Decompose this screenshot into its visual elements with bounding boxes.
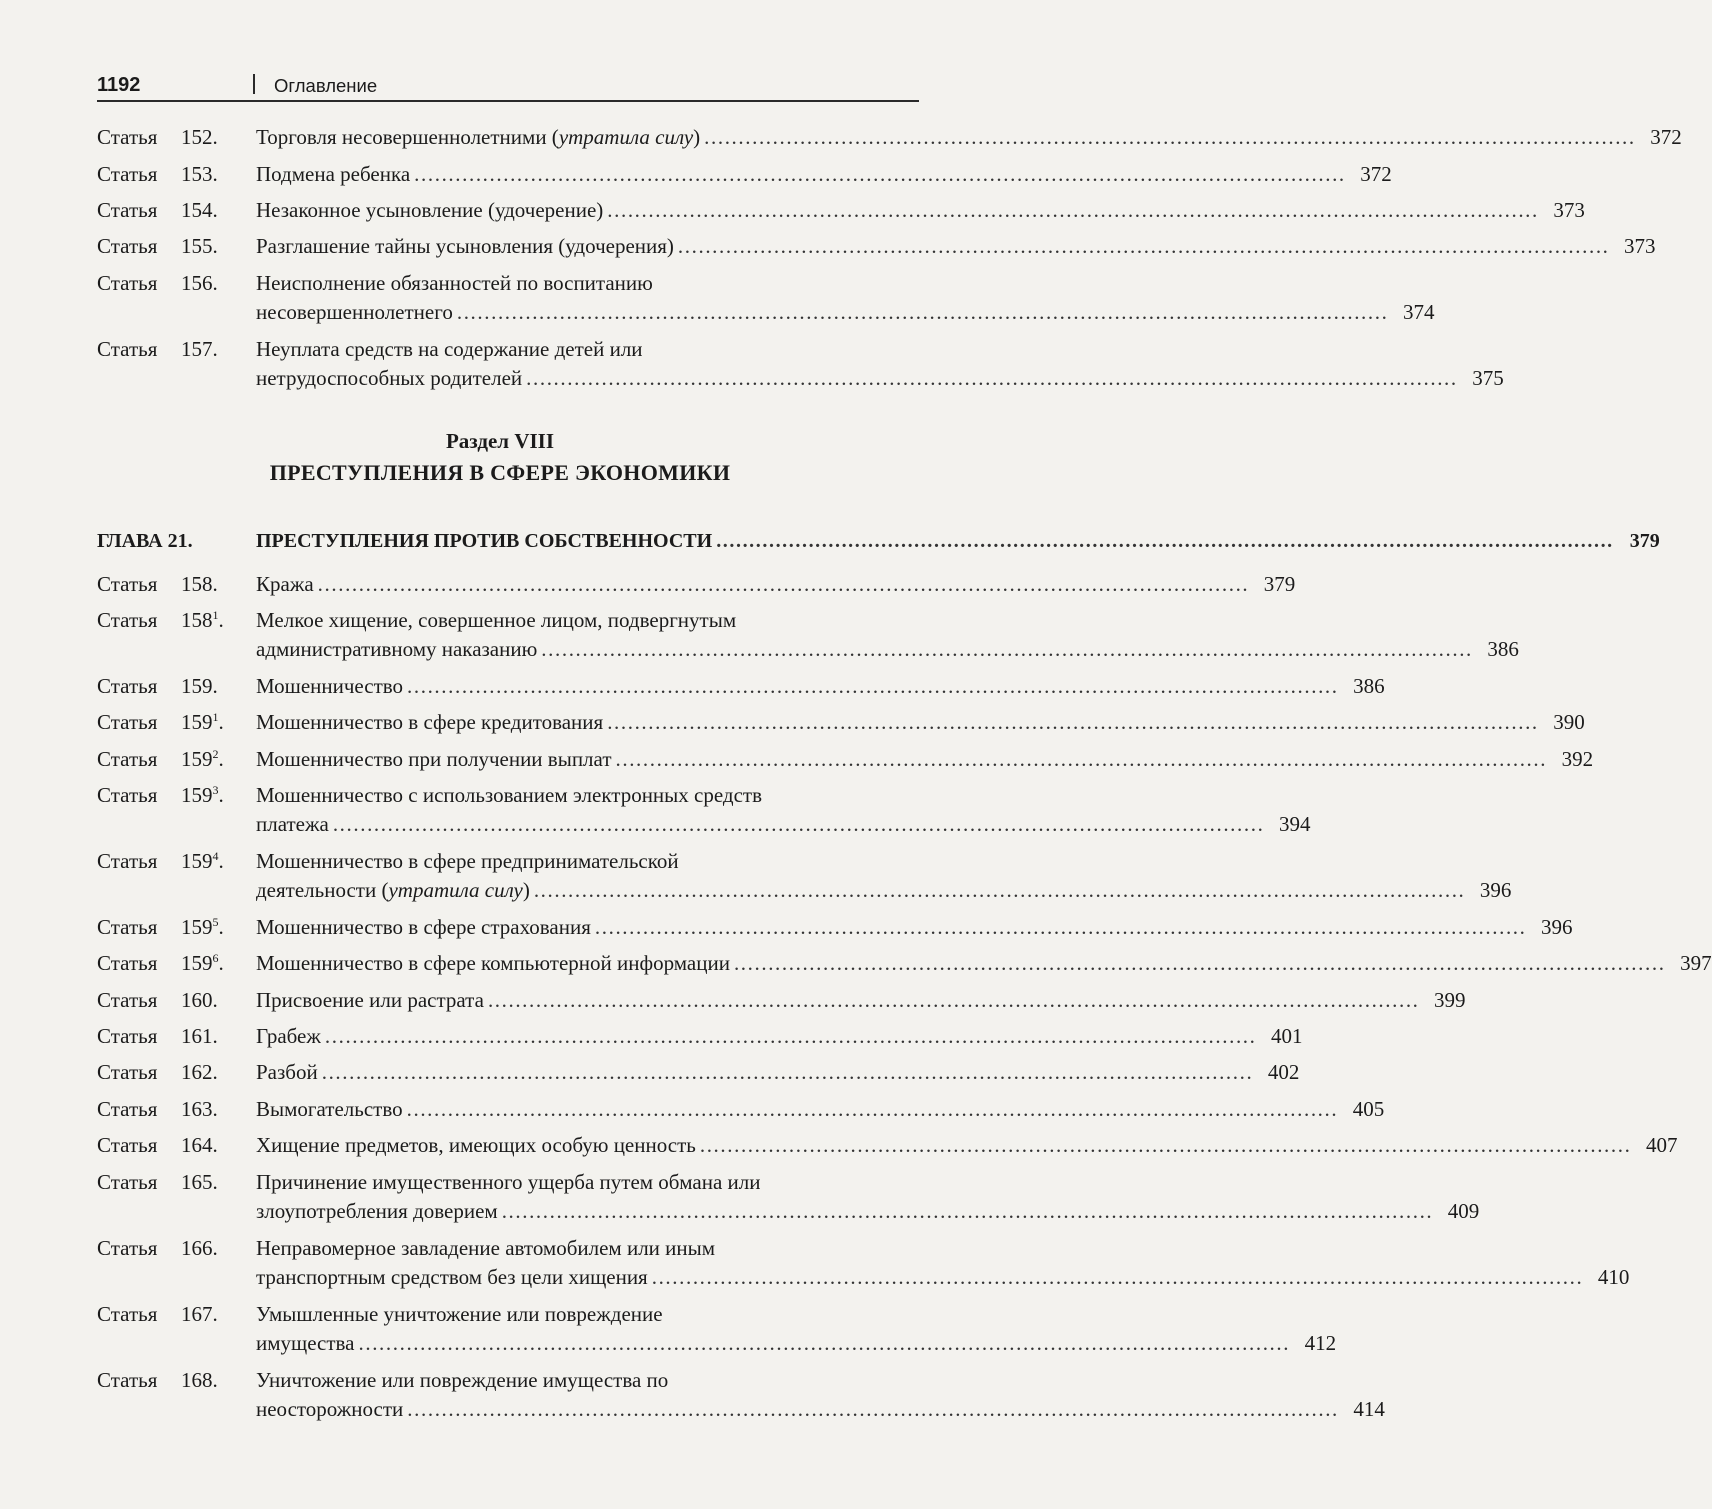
entry-page-number: 407: [1645, 1133, 1678, 1157]
entry-title-text: Подмена ребенка: [256, 162, 411, 186]
entry-line-with-leader: [256, 364, 1504, 393]
entry-line-with-leader: [256, 949, 1712, 978]
article-superscript: 3: [212, 783, 219, 797]
article-number: $159^4$.: [181, 849, 224, 873]
entry-line-with-leader: [256, 232, 1656, 261]
entry-body: [256, 160, 1392, 189]
entry-title-text: Неуплата средств на содержание детей или: [256, 337, 643, 361]
article-number: 160.: [181, 988, 218, 1012]
entry-page-number: 390: [1553, 710, 1585, 734]
entry-line-with-leader: [256, 708, 1585, 737]
entry-line-with-leader: [256, 1058, 1300, 1087]
entry-title-text: Кража: [256, 572, 314, 596]
entry-title-text: Неисполнение обязанностей по воспитанию: [256, 271, 653, 295]
entry-body: [256, 672, 1385, 701]
article-number: 152.: [181, 125, 218, 149]
entry-line-with-leader: [256, 672, 1385, 701]
entry-title-text: несовершеннолетнего: [256, 300, 453, 324]
entry-page-number: 396: [1541, 915, 1573, 939]
entry-page-number: 392: [1561, 747, 1594, 771]
entry-title-text: Мошенничество в сфере кредитования: [256, 710, 604, 734]
article-number: 163.: [181, 1097, 218, 1121]
entry-title-text: Грабеж: [256, 1024, 321, 1048]
article-number: $159^5$.: [181, 915, 224, 939]
entry-title-text: Разглашение тайны усыновления (удочерения): [256, 234, 674, 258]
entry-page-number: 372: [1360, 162, 1392, 186]
article-label: Статья $159^2$.: [97, 745, 157, 774]
entry-line: [256, 1366, 919, 1395]
leader-dots: ........................................................................................................................................: [406, 1097, 1339, 1121]
entry-title-text: Хищение предметов, имеющих особую ценность: [256, 1133, 696, 1157]
article-label: Статья 164.: [97, 1131, 157, 1160]
article-label: Статья 158.: [97, 570, 157, 599]
article-label: Статья 162.: [97, 1058, 157, 1087]
article-superscript: 5: [212, 915, 219, 929]
entry-line-with-leader: [256, 298, 1435, 327]
entry-body: [256, 949, 1712, 978]
entry-line-with-leader: [256, 913, 1573, 942]
entry-line-with-leader: [256, 123, 1682, 152]
entry-line-with-leader: [256, 527, 1660, 556]
entry-line: [256, 1300, 919, 1329]
entry-body: [256, 527, 1660, 556]
article-label: Статья $159^6$.: [97, 949, 157, 978]
entry-body: [256, 913, 1573, 942]
leader-dots: ........................................................................................................................................: [324, 1024, 1257, 1048]
leader-dots: ........................................................................................................................................: [407, 1397, 1339, 1421]
entry-title-text: Мошенничество с использованием электронных средств: [256, 783, 762, 807]
entry-page-number: 373: [1553, 198, 1585, 222]
article-superscript: 6: [212, 951, 219, 965]
entry-line: [256, 1168, 919, 1197]
article-label: Статья 152.: [97, 123, 157, 152]
leader-dots: ........................................................................................................................................: [321, 1060, 1254, 1084]
entry-line-with-leader: [256, 1022, 1303, 1051]
entry-page-number: 375: [1472, 366, 1504, 390]
leader-dots: ........................................................................................................................................: [607, 710, 1539, 734]
entry-line-with-leader: [256, 745, 1594, 774]
leader-dots: ........................................................................................................................................: [615, 747, 1548, 771]
header-divider: [253, 74, 255, 94]
entry-line-with-leader: [256, 196, 1585, 225]
article-label: Статья $158^1$.: [97, 606, 157, 635]
entry-body: [256, 1234, 1630, 1292]
leader-dots: ........................................................................................................................................: [704, 125, 1636, 149]
entry-title-text: Незаконное усыновление (удочерение): [256, 198, 604, 222]
article-label: Статья $159^4$.: [97, 847, 157, 876]
entry-title-text: неосторожности: [256, 1397, 404, 1421]
entry-body: [256, 1168, 1480, 1226]
entry-title-text: Умышленные уничтожение или повреждение: [256, 1302, 663, 1326]
entry-title-text: транспортным средством без цели хищения: [256, 1265, 648, 1289]
entry-title-text: ПРЕСТУПЛЕНИЯ ПРОТИВ СОБСТВЕННОСТИ: [256, 530, 713, 552]
article-number: 162.: [181, 1060, 218, 1084]
leader-dots: ........................................................................................................................................: [541, 637, 1473, 661]
leader-dots: ........................................................................................................................................: [699, 1133, 1632, 1157]
entry-title-text: Разбой: [256, 1060, 318, 1084]
article-label: Статья $159^5$.: [97, 913, 157, 942]
article-number: 167.: [181, 1302, 218, 1326]
article-label: Статья 154.: [97, 196, 157, 225]
entry-page-number: 414: [1353, 1397, 1385, 1421]
leader-dots: ........................................................................................................................................: [733, 951, 1666, 975]
article-label: Статья 168.: [97, 1366, 157, 1395]
entry-line-with-leader: [256, 1395, 1385, 1424]
article-label: Статья 163.: [97, 1095, 157, 1124]
entry-title-text: Торговля несовершеннолетними (утратила силу): [256, 125, 701, 149]
entry-line: [256, 606, 919, 635]
article-label: Статья 153.: [97, 160, 157, 189]
entry-page-number: 399: [1434, 988, 1466, 1012]
entry-line-with-leader: [256, 810, 1311, 839]
article-label: Статья 165.: [97, 1168, 157, 1197]
entry-title-text: Мелкое хищение, совершенное лицом, подвергнутым: [256, 608, 737, 632]
entry-page-number: 379: [1263, 572, 1296, 596]
entry-body: [256, 1300, 1337, 1358]
leader-dots: ........................................................................................................................................: [407, 674, 1339, 698]
entry-line-with-leader: [256, 1329, 1337, 1358]
entry-line-with-leader: [256, 1263, 1630, 1292]
running-title: Оглавление: [274, 75, 378, 96]
entry-page-number: 372: [1650, 125, 1682, 149]
article-label: Статья 161.: [97, 1022, 157, 1051]
entry-line-with-leader: [256, 570, 1296, 599]
leader-dots: ........................................................................................................................................: [716, 530, 1614, 552]
entry-line: [256, 781, 919, 810]
leader-dots: ........................................................................................................................................: [607, 198, 1539, 222]
leader-dots: ........................................................................................................................................: [317, 572, 1250, 596]
article-number: 153.: [181, 162, 218, 186]
entry-title-text: Мошенничество при получении выплат: [256, 747, 612, 771]
article-label: Статья 167.: [97, 1300, 157, 1329]
entry-body: [256, 335, 1504, 393]
entry-line-with-leader: [256, 1197, 1480, 1226]
entry-page-number: 379: [1629, 530, 1660, 552]
entry-line-with-leader: [256, 1095, 1385, 1124]
entry-body: [256, 1095, 1385, 1124]
entry-page-number: 397: [1680, 951, 1712, 975]
leader-dots: ........................................................................................................................................: [677, 234, 1610, 258]
article-number: $159^1$.: [181, 710, 224, 734]
entry-title-text: имущества: [256, 1331, 355, 1355]
entry-page-number: 373: [1624, 234, 1656, 258]
entry-line: [256, 1234, 919, 1263]
entry-title-text: нетрудоспособных родителей: [256, 366, 523, 390]
entry-title-text: Мошенничество в сфере страхования: [256, 915, 591, 939]
entry-title-text: Уничтожение или повреждение имущества по: [256, 1368, 669, 1392]
leader-dots: ........................................................................................................................................: [501, 1199, 1434, 1223]
entry-title-text: Вымогательство: [256, 1097, 403, 1121]
article-number: 154.: [181, 198, 218, 222]
article-number: $158^1$.: [181, 608, 224, 632]
entry-body: [256, 232, 1656, 261]
entry-title-text: деятельности (утратила силу): [256, 878, 530, 902]
entry-title-text: Неправомерное завладение автомобилем или иным: [256, 1236, 716, 1260]
entry-page-number: 396: [1479, 878, 1512, 902]
entry-title-text: Мошенничество: [256, 674, 404, 698]
article-number: $159^6$.: [181, 951, 224, 975]
entry-body: [256, 269, 1435, 327]
article-label: Статья $159^1$.: [97, 708, 157, 737]
entry-page-number: 405: [1352, 1097, 1385, 1121]
article-number: 161.: [181, 1024, 218, 1048]
article-label: Статья $159^3$.: [97, 781, 157, 810]
article-label: Статья 159.: [97, 672, 157, 701]
entry-line-with-leader: [256, 876, 1512, 905]
leader-dots: ........................................................................................................................................: [487, 988, 1420, 1012]
article-label: Статья 155.: [97, 232, 157, 261]
entry-line-with-leader: [256, 635, 1519, 664]
entry-line-with-leader: [256, 160, 1392, 189]
entry-body: [256, 1022, 1303, 1051]
entry-body: [256, 781, 1311, 839]
leader-dots: ........................................................................................................................................: [332, 812, 1265, 836]
leader-dots: ........................................................................................................................................: [526, 366, 1458, 390]
entry-line-with-leader: [256, 1131, 1678, 1160]
entry-page-number: 394: [1278, 812, 1311, 836]
entry-page-number: 402: [1267, 1060, 1300, 1084]
article-number: 168.: [181, 1368, 218, 1392]
section-title: ПРЕСТУПЛЕНИЯ В СФЕРЕ ЭКОНОМИКИ: [269, 460, 731, 485]
entry-page-number: 401: [1271, 1024, 1303, 1048]
chapter-label: ГЛАВА 21.: [97, 530, 193, 552]
leader-dots: ........................................................................................................................................: [414, 162, 1346, 186]
entry-title-text: злоупотребления доверием: [256, 1199, 498, 1223]
entry-title-text: Присвоение или растрата: [256, 988, 484, 1012]
article-superscript: 4: [212, 849, 219, 863]
article-number: 155.: [181, 234, 218, 258]
page-number: 1192: [97, 74, 141, 96]
article-label: Статья 156.: [97, 269, 157, 298]
article-number: $159^3$.: [181, 783, 224, 807]
entry-line: [256, 335, 919, 364]
section-label: Раздел VIII: [445, 429, 555, 453]
article-number: 158.: [181, 572, 218, 596]
article-number: $159^2$.: [181, 747, 224, 771]
leader-dots: ........................................................................................................................................: [358, 1331, 1291, 1355]
leader-dots: ........................................................................................................................................: [594, 915, 1527, 939]
entry-body: [256, 847, 1512, 905]
entry-title-text: Мошенничество в сфере компьютерной информации: [256, 951, 730, 975]
entry-page-number: 386: [1487, 637, 1519, 661]
article-number: 157.: [181, 337, 218, 361]
running-header: [97, 72, 919, 102]
entry-body: [256, 1131, 1678, 1160]
article-superscript: 2: [212, 747, 219, 761]
article-label: Статья 157.: [97, 335, 157, 364]
entry-page-number: 374: [1402, 300, 1435, 324]
entry-page-number: 410: [1597, 1265, 1630, 1289]
leader-dots: ........................................................................................................................................: [651, 1265, 1584, 1289]
entry-body: [256, 708, 1585, 737]
entry-line: [256, 269, 919, 298]
entry-body: [256, 986, 1466, 1015]
entry-title-text: административному наказанию: [256, 637, 538, 661]
article-number: 166.: [181, 1236, 218, 1260]
leader-dots: ........................................................................................................................................: [456, 300, 1389, 324]
entry-title-text: платежа: [256, 812, 329, 836]
entry-page-number: 409: [1447, 1199, 1480, 1223]
article-number: 159.: [181, 674, 218, 698]
article-superscript: 1: [212, 608, 219, 622]
article-number: 156.: [181, 271, 218, 295]
entry-title-text: Мошенничество в сфере предпринимательской: [256, 849, 679, 873]
entry-body: [256, 606, 1519, 664]
leader-dots: ........................................................................................................................................: [533, 878, 1466, 902]
entry-line: [256, 847, 919, 876]
article-number: 165.: [181, 1170, 218, 1194]
entry-body: [256, 745, 1594, 774]
entry-body: [256, 1058, 1300, 1087]
article-superscript: 1: [212, 710, 219, 724]
entry-body: [256, 1366, 1385, 1424]
entry-title-text: Причинение имущественного ущерба путем обмана или: [256, 1170, 761, 1194]
entry-body: [256, 123, 1682, 152]
entry-page-number: 386: [1353, 674, 1385, 698]
article-label: Статья 166.: [97, 1234, 157, 1263]
article-number: 164.: [181, 1133, 218, 1157]
entry-body: [256, 196, 1585, 225]
entry-line-with-leader: [256, 986, 1466, 1015]
entry-page-number: 412: [1304, 1331, 1337, 1355]
article-label: Статья 160.: [97, 986, 157, 1015]
entry-body: [256, 570, 1296, 599]
